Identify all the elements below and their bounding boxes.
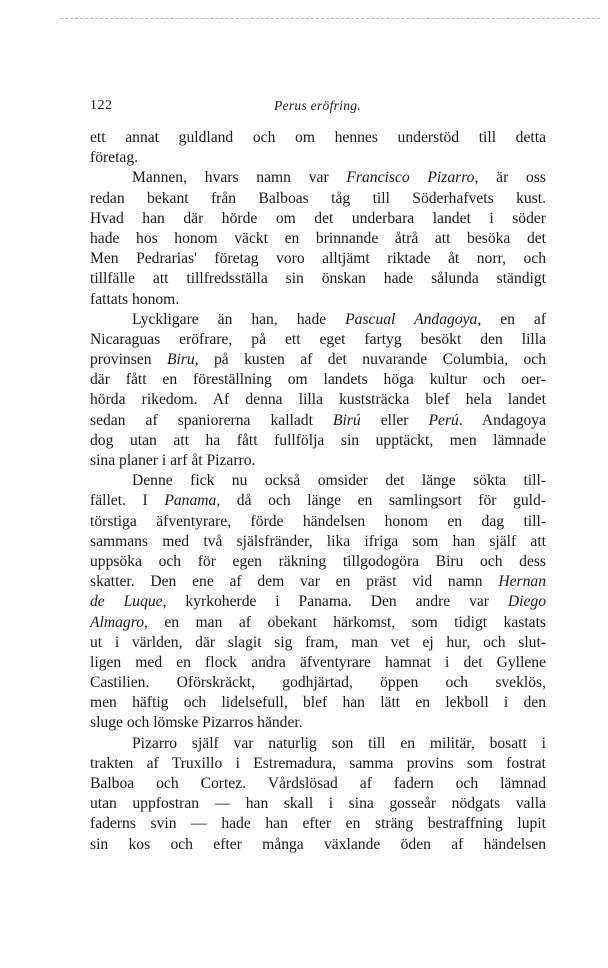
text-line: dog utan att ha fått fullfölja sin upptäckt, men lämnade <box>90 431 546 449</box>
text-line: ut i världen, där slagit sig fram, man vet ej hur, och slut- <box>90 633 546 651</box>
text-line: Lyckligare än han, hade Pascual Andagoya, en af <box>132 310 547 328</box>
text-line: Castilien. Oförskräckt, godhjärtad, öppen och sveklös, <box>90 674 546 692</box>
text-line: Pizarro själf var naturlig son till en militär, bosatt i <box>132 734 546 752</box>
text-line: uppsöka och för egen räkning tillgodogöra Biru och dess <box>90 552 546 570</box>
text-line: trakten af Truxillo i Estremadura, samma provins som fostrat <box>90 754 546 772</box>
text-line: Men Pedrarias' företag voro alltjämt riktade åt norr, och <box>90 250 546 268</box>
page-header <box>90 98 545 120</box>
text-line: redan bekant från Balboas tåg till Söderhafvets kust. <box>90 189 546 207</box>
text-line: törstiga äfventyrare, förde händelsen honom en dag till- <box>90 512 546 530</box>
text-line: sedan af spaniorerna kalladt Birú eller Perú. Andagoya <box>90 411 546 429</box>
text-line: tillfälle att tillfredsställa sin önskan hade sålunda ständigt <box>90 270 546 288</box>
text-line: hade hos honom väckt en brinnande åtrå att besöka det <box>90 229 546 247</box>
text-line: ett annat guldland och om hennes understöd till detta <box>90 129 546 146</box>
text-line: Almagro, en man af obekant härkomst, som tidigt kastats <box>90 613 546 631</box>
text-line: Denne fick nu också omsider det länge sökta till- <box>132 472 546 490</box>
scan-top-edge <box>60 18 600 19</box>
text-line: sina planer i arf åt Pizarro. <box>90 452 256 469</box>
text-line: företag. <box>90 149 139 167</box>
text-line: faderns svin — hade han efter en sträng bestraffning lupit <box>90 815 546 833</box>
text-line: utan uppfostran — han skall i sina gosseår nödgats valla <box>90 795 546 813</box>
page-number: 122 <box>90 98 113 113</box>
text-line: fattats honom. <box>90 290 180 308</box>
text-line: skatter. Den ene af dem var en präst vid namn Hernan <box>90 573 546 591</box>
text-line: Hvad han där hörde om det underbara landet i söder <box>90 209 546 227</box>
running-title: Perus eröfring. <box>274 98 361 113</box>
text-line: men häftig och lidelsefull, blef han lätt en lekboll i den <box>90 694 546 712</box>
text-line: sammans med två själsfränder, lika ifriga som han själf att <box>90 532 546 550</box>
text-line: sin kos och efter många växlande öden af händelsen <box>90 835 546 853</box>
text-line: Balboa och Cortez. Vårdslösad af fadern och lämnad <box>90 775 546 792</box>
text-line: Nicaraguas eröfrare, på ett eget fartyg besökt den lilla <box>90 330 546 348</box>
text-line: fället. I Panama, då och länge en samlingsort för guld- <box>90 492 546 510</box>
text-line: de Luque, kyrkoherde i Panama. Den andre var Diego <box>90 593 547 611</box>
text-line: sluge och lömske Pizarros händer. <box>90 714 303 732</box>
text-line: provinsen Biru, på kusten af det nuvarande Columbia, och <box>90 351 546 369</box>
text-line: ligen med en flock andra äfventyrare hamnat i det Gyllene <box>90 653 546 671</box>
text-line: Mannen, hvars namn var Francisco Pizarro, är oss <box>132 169 546 187</box>
body-text <box>90 128 546 855</box>
text-line: där fått en föreställning om landets höga kultur och oer- <box>90 371 546 389</box>
text-line: hörda rikedom. Af denna lilla kuststräcka blef hela landet <box>90 391 546 409</box>
